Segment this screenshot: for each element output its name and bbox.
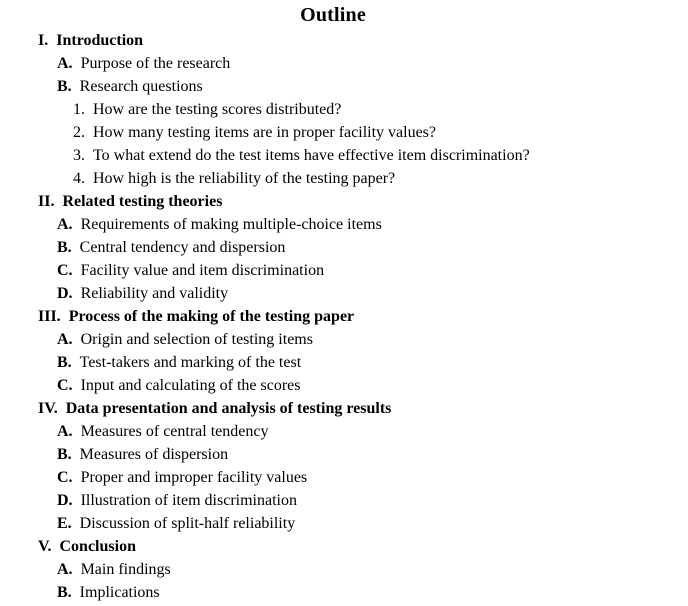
outline-item — [0, 489, 688, 512]
item-label: II. — [38, 193, 55, 210]
outline-item — [0, 213, 688, 236]
outline-item — [0, 52, 688, 75]
outline-item — [0, 466, 688, 489]
item-label: 1. — [73, 101, 85, 118]
item-label: D. — [57, 285, 73, 302]
item-label: A. — [57, 423, 73, 440]
outline-subitem — [0, 121, 688, 144]
item-label: B. — [57, 584, 72, 601]
item-label: V. — [38, 538, 52, 555]
outline-item — [0, 328, 688, 351]
item-text: To what extend do the test items have effective item discrimination? — [93, 147, 530, 164]
outline-subitem — [0, 98, 688, 121]
item-text: Illustration of item discrimination — [80, 492, 297, 509]
item-text: How high is the reliability of the testing paper? — [93, 170, 396, 187]
item-label: C. — [57, 377, 73, 394]
item-text: Measures of central tendency — [80, 423, 269, 440]
item-text: Measures of dispersion — [79, 446, 229, 463]
item-label: A. — [57, 216, 73, 233]
item-text: Test-takers and marking of the test — [79, 354, 302, 371]
outline-item — [0, 512, 688, 535]
item-text: Origin and selection of testing items — [80, 331, 313, 348]
item-text: Main findings — [80, 561, 171, 578]
item-text: Reliability and validity — [80, 285, 229, 302]
outline-item — [0, 374, 688, 397]
item-label: C. — [57, 469, 73, 486]
item-label: B. — [57, 354, 72, 371]
outline-list — [0, 29, 688, 604]
item-label: I. — [38, 32, 49, 49]
item-label: III. — [38, 308, 61, 325]
item-label: C. — [57, 262, 73, 279]
item-label: A. — [57, 55, 73, 72]
page-title: Outline — [300, 4, 366, 26]
outline-section-heading — [0, 305, 688, 328]
item-label: A. — [57, 331, 73, 348]
outline-section-heading — [0, 190, 688, 213]
item-text: Introduction — [56, 32, 144, 49]
item-label: B. — [57, 446, 72, 463]
item-text: Facility value and item discrimination — [80, 262, 325, 279]
item-text: Process of the making of the testing paper — [68, 308, 355, 325]
item-text: Conclusion — [59, 538, 136, 555]
outline-item — [0, 282, 688, 305]
item-text: Input and calculating of the scores — [80, 377, 301, 394]
item-text: Purpose of the research — [80, 55, 231, 72]
item-label: 3. — [73, 147, 85, 164]
item-label: IV. — [38, 400, 58, 417]
item-label: B. — [57, 78, 72, 95]
item-label: 2. — [73, 124, 85, 141]
outline-item — [0, 259, 688, 282]
item-text: Related testing theories — [62, 193, 223, 210]
item-text: Central tendency and dispersion — [79, 239, 286, 256]
item-label: E. — [57, 515, 72, 532]
item-label: D. — [57, 492, 73, 509]
item-text: Implications — [79, 584, 160, 601]
outline-section-heading — [0, 397, 688, 420]
outline-subitem — [0, 167, 688, 190]
item-text: How are the testing scores distributed? — [93, 101, 342, 118]
outline-item — [0, 236, 688, 259]
outline-item — [0, 75, 688, 98]
item-text: Requirements of making multiple-choice items — [80, 216, 382, 233]
item-text: Discussion of split-half reliability — [79, 515, 296, 532]
item-text: Research questions — [79, 78, 203, 95]
outline-section-heading — [0, 29, 688, 52]
item-text: Proper and improper facility values — [80, 469, 308, 486]
outline-item — [0, 558, 688, 581]
item-label: 4. — [73, 170, 85, 187]
outline-item — [0, 351, 688, 374]
item-text: How many testing items are in proper facility values? — [93, 124, 437, 141]
outline-item — [0, 581, 688, 604]
item-text: Data presentation and analysis of testing results — [65, 400, 392, 417]
outline-subitem — [0, 144, 688, 167]
outline-item — [0, 443, 688, 466]
item-label: A. — [57, 561, 73, 578]
outline-section-heading — [0, 535, 688, 558]
outline-item — [0, 420, 688, 443]
item-label: B. — [57, 239, 72, 256]
